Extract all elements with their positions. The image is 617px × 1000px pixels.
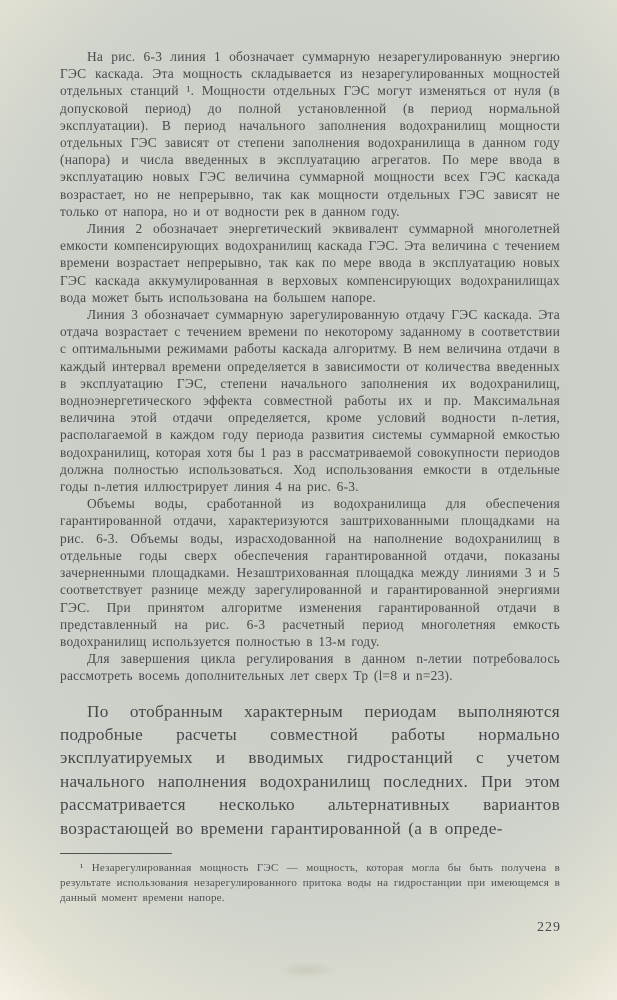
paragraph-5: Для завершения цикла регулирования в данном n-летии потребовалось рассмотреть восемь дополнительных лет сверх Тр (l=8 и n=23). (60, 651, 560, 684)
text-column (60, 48, 560, 907)
footnote: ¹ Незарегулированная мощность ГЭС — мощность, которая могла бы быть получена в результате использования незарегулированного притока воды на гидростанции при имеющемся в данный момент времени напоре. (60, 861, 560, 905)
paragraph-6-large-type: По отобранным характерным периодам выполняются подробные расчеты совместной работы нормально эксплуатируемых и вводимых гидростанций с учетом начального наполнения водохранилищ последних. При этом рассматривается несколько альтернативных вариантов возрастающей во времени гарантированной (а в опреде- (60, 701, 560, 838)
paragraph-3: Линия 3 обозначает суммарную зарегулированную отдачу ГЭС каскада. Эта отдача возрастает с течением времени по некоторому заданному в соответствии с оптимальными режимами работы каскада алгоритму. В нем величина отдачи в каждый интервал времени определяется в зависимости от количества введенных в эксплуатацию ГЭС, степени начального заполнения их водохранилищ, водноэнергетического эффекта совместной работы их и пр. Максимальная величина этой отдачи определяется, кроме условий водности n-летия, располагаемой в каждом году периода развития системы суммарной емкостью водохранилищ, которая хотя бы 1 раз в рассматриваемой совокупности периодов должна полностью использоваться. Ход использования емкости в отдельные годы n-летия иллюстрирует линия 4 на рис. 6-3. (60, 307, 560, 495)
page-number: 229 (537, 920, 561, 935)
scan-smudge (278, 962, 336, 978)
paragraph-1: На рис. 6-3 линия 1 обозначает суммарную незарегулированную энергию ГЭС каскада. Эта мощность складывается из незарегулированных мощностей отдельных станций ¹. Мощности отдельных ГЭС могут изменяться от нуля (в допусковой период) до полной установленной (в период нормальной эксплуатации). В период начального заполнения водохранилищ мощности отдельных ГЭС зависят от степени заполнения водохранилища в данном году (напора) и числа введенных в эксплуатацию агрегатов. По мере ввода в эксплуатацию новых ГЭС величина суммарной мощности всех ГЭС каскада возрастает, но не непрерывно, так как мощности отдельных ГЭС зависят не только от напора, но и от водности рек в данном году. (60, 49, 560, 219)
paragraph-4: Объемы воды, сработанной из водохранилища для обеспечения гарантированной отдачи, характеризуются заштрихованными площадками на рис. 6-3. Объемы воды, израсходованной на наполнение водохранилищ в отдельные годы сверх обеспечения гарантированной отдачи, показаны зачерненными площадками. Незаштрихованная площадка между линиями 3 и 5 соответствует разнице между зарегулированной и гарантированной энергиями ГЭС. При принятом алгоритме изменения гарантированной отдачи в представленный на рис. 6-3 расчетный период многолетняя емкость водохранилищ используется полностью в 13-м году. (60, 496, 560, 649)
footnote-separator (60, 853, 172, 854)
paragraph-2: Линия 2 обозначает энергетический эквивалент суммарной многолетней емкости компенсирующих водохранилищ каскада ГЭС. Эта величина с течением времени возрастает непрерывно, так как по мере ввода в эксплуатацию новых ГЭС каскада аккумулированная в верховых компенсирующих водохранилищах вода может быть использована на большем напоре. (60, 221, 560, 305)
